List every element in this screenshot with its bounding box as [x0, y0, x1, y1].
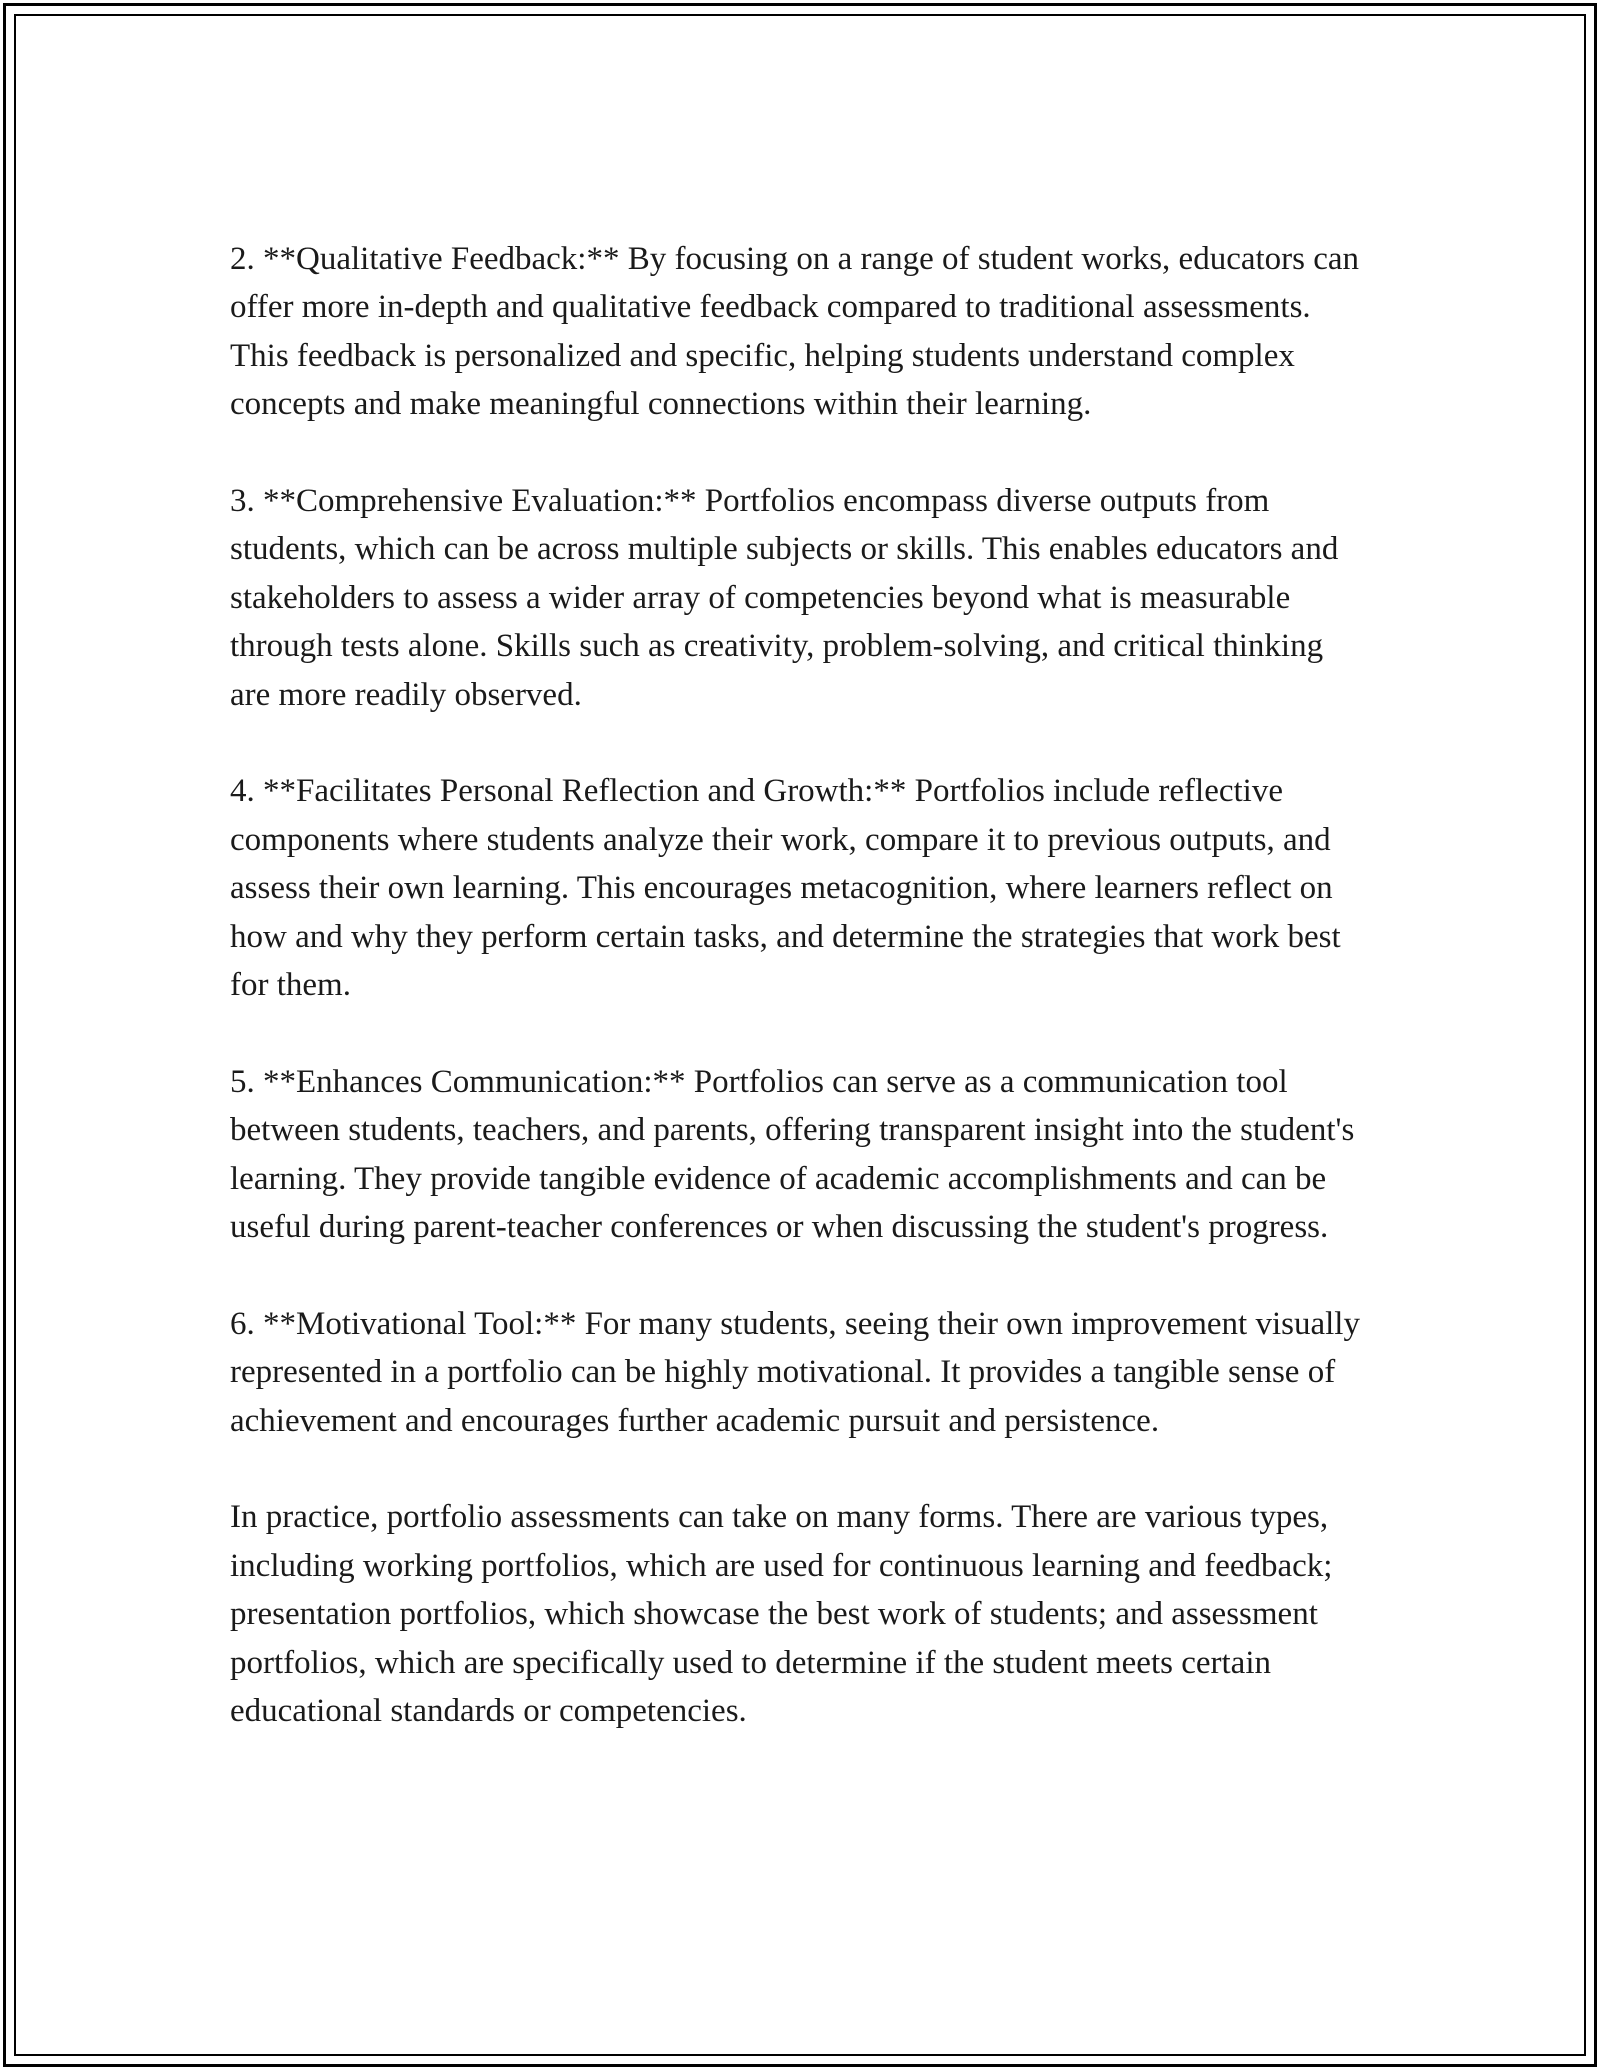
paragraph-personal-reflection: 4. **Facilitates Personal Reflection and Growth:** Portfolios include reflective components where students analyze their work, compare it to previous outputs, and assess their own learning. This encourages metacognition, where learners reflect on how and why they perform certain tasks, and determine the strategies that work best for them. — [230, 773, 1341, 1004]
document-body — [230, 235, 1370, 1736]
paragraph-comprehensive-evaluation: 3. **Comprehensive Evaluation:** Portfolios encompass diverse outputs from students, which can be across multiple subjects or skills. This enables educators and stakeholders to assess a wider array of competencies beyond what is measurable through tests alone. Skills such as creativity, problem-solving, and critical thinking are more readily observed. — [230, 483, 1339, 713]
paragraph-enhances-communication: 5. **Enhances Communication:** Portfolios can serve as a communication tool between students, teachers, and parents, offering transparent insight into the student's learning. They provide tangible evidence of academic accomplishments and can be useful during parent-teacher conferences or when discussing the student's progress. — [230, 1063, 1355, 1246]
paragraph-motivational-tool: 6. **Motivational Tool:** For many students, seeing their own improvement visually represented in a portfolio can be highly motivational. It provides a tangible sense of achievement and encourages further academic pursuit and persistence. — [230, 1305, 1360, 1439]
paragraph-in-practice: In practice, portfolio assessments can take on many forms. There are various types, including working portfolios, which are used for continuous learning and feedback; presentation portfolios, which showcase the best work of students; and assessment portfolios, which are specifically used to determine if the student meets certain educational standards or competencies. — [230, 1499, 1333, 1730]
paragraph-qualitative-feedback: 2. **Qualitative Feedback:** By focusing on a range of student works, educators can offer more in-depth and qualitative feedback compared to traditional assessments. This feedback is personalized and specific, helping students understand complex concepts and make meaningful connections within their learning. — [230, 241, 1360, 423]
